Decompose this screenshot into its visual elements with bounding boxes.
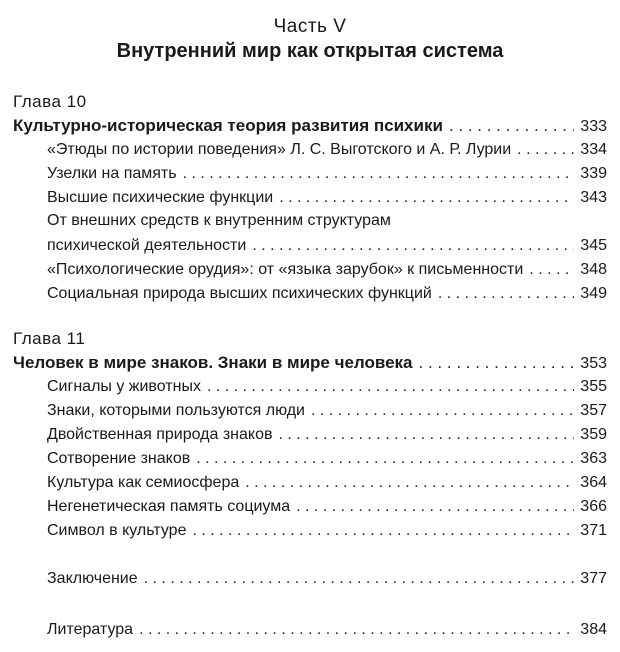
toc-entry-page: 348 xyxy=(580,261,607,278)
toc-entry-title: Культура как семиосфера xyxy=(47,474,240,491)
leader-dots xyxy=(296,498,574,516)
leader-dots xyxy=(529,261,574,279)
toc-entry-title: Негенетическая память социума xyxy=(47,498,291,515)
toc-entry[interactable] xyxy=(47,378,607,396)
toc-entry[interactable] xyxy=(47,474,607,492)
toc-entry[interactable] xyxy=(47,522,607,540)
chapter-11-label: Глава 11 xyxy=(13,329,86,348)
toc-entry-title-line: От внешних средств к внутренним структурам xyxy=(47,212,391,229)
leader-dots xyxy=(279,189,574,207)
toc-entry-title: «Этюды по истории поведения» Л. С. Выготского и А. Р. Лурии xyxy=(47,141,512,158)
toc-entry-page: 355 xyxy=(580,378,607,395)
toc-entry[interactable] xyxy=(47,141,607,159)
part-label: Часть V xyxy=(273,16,347,37)
toc-entry[interactable] xyxy=(47,189,607,207)
toc-entry[interactable] xyxy=(47,426,607,444)
toc-entry-page: 339 xyxy=(580,165,607,182)
toc-entry-page: 371 xyxy=(580,522,607,539)
leader-dots xyxy=(192,522,574,540)
toc-entry-page: 363 xyxy=(580,450,607,467)
leader-dots xyxy=(196,450,574,468)
toc-entry-title: Заключение xyxy=(47,570,138,587)
toc-entry-title: Сотворение знаков xyxy=(47,450,191,467)
toc-entry-title: Культурно-историческая теория развития психики xyxy=(13,116,443,135)
toc-entry[interactable] xyxy=(47,237,607,255)
toc-entry-conclusion[interactable] xyxy=(47,570,607,588)
toc-entry-page: 345 xyxy=(580,237,607,254)
toc-entry[interactable] xyxy=(47,165,607,183)
part-title: Внутренний мир как открытая система xyxy=(116,40,504,62)
leader-dots xyxy=(139,621,574,639)
leader-dots xyxy=(419,353,575,373)
toc-entry-page: 377 xyxy=(580,570,607,587)
toc-entry-title: Социальная природа высших психических функций xyxy=(47,285,432,302)
toc-entry-title: Высшие психические функции xyxy=(47,189,274,206)
leader-dots xyxy=(207,378,574,396)
toc-entry-title: Сигналы у животных xyxy=(47,378,201,395)
toc-entry-page: 334 xyxy=(580,141,607,158)
toc-entry-title: Литература xyxy=(47,621,134,638)
toc-entry-title: Человек в мире знаков. Знаки в мире человека xyxy=(13,353,413,372)
toc-entry-chapter-10[interactable] xyxy=(13,116,607,136)
toc-entry-chapter-11[interactable] xyxy=(13,353,607,373)
leader-dots xyxy=(245,474,574,492)
toc-entry-page: 359 xyxy=(580,426,607,443)
toc-entry[interactable] xyxy=(47,402,607,420)
leader-dots xyxy=(252,237,574,255)
leader-dots xyxy=(517,141,574,159)
toc-entry-title: Символ в культуре xyxy=(47,522,187,539)
toc-entry-page: 349 xyxy=(580,285,607,302)
leader-dots xyxy=(438,285,574,303)
toc-entry-page: 366 xyxy=(580,498,607,515)
toc-entry[interactable] xyxy=(47,261,607,279)
leader-dots xyxy=(449,116,574,136)
toc-entry-page: 353 xyxy=(580,355,607,372)
toc-entry-title: Знаки, которыми пользуются люди xyxy=(47,402,305,419)
toc-entry-literature[interactable] xyxy=(47,621,607,639)
leader-dots xyxy=(183,165,575,183)
toc-entry-page: 384 xyxy=(580,621,607,638)
toc-entry-title: Двойственная природа знаков xyxy=(47,426,273,443)
toc-entry-page: 333 xyxy=(580,118,607,135)
leader-dots xyxy=(144,570,575,588)
toc-entry[interactable] xyxy=(47,285,607,303)
toc-entry-title: психической деятельности xyxy=(47,237,247,254)
toc-entry[interactable] xyxy=(47,498,607,516)
leader-dots xyxy=(311,402,574,420)
toc-entry-page: 343 xyxy=(580,189,607,206)
toc-entry[interactable] xyxy=(47,450,607,468)
toc-entry-title: Узелки на память xyxy=(47,165,177,182)
chapter-10-label: Глава 10 xyxy=(13,92,87,111)
toc-entry-title: «Психологические орудия»: от «языка зарубок» к письменности xyxy=(47,261,524,278)
toc-entry-page: 357 xyxy=(580,402,607,419)
toc-entry-page: 364 xyxy=(580,474,607,491)
leader-dots xyxy=(279,426,575,444)
